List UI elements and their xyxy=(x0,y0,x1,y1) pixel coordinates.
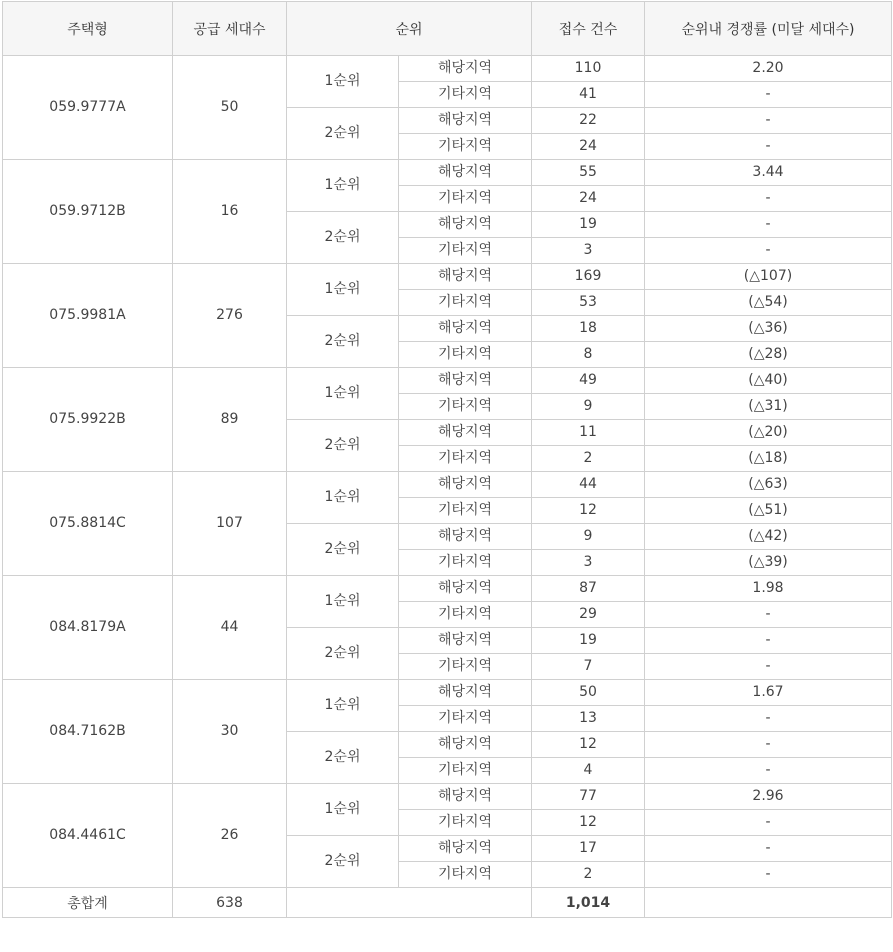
header-rank: 순위 xyxy=(287,2,532,56)
application-count-cell: 19 xyxy=(532,212,645,238)
competition-table-container xyxy=(0,1,893,918)
application-count-cell: 9 xyxy=(532,394,645,420)
area-cell: 해당지역 xyxy=(399,680,532,706)
competition-rate-cell: (△18) xyxy=(645,446,892,472)
table-row xyxy=(3,160,892,186)
area-cell: 해당지역 xyxy=(399,368,532,394)
application-count-cell: 55 xyxy=(532,160,645,186)
competition-rate-cell: - xyxy=(645,732,892,758)
supply-count-cell: 89 xyxy=(173,368,287,472)
area-cell: 기타지역 xyxy=(399,706,532,732)
application-count-cell: 77 xyxy=(532,784,645,810)
housing-type-cell: 084.4461C xyxy=(3,784,173,888)
housing-type-cell: 075.9922B xyxy=(3,368,173,472)
area-cell: 기타지역 xyxy=(399,862,532,888)
area-cell: 해당지역 xyxy=(399,160,532,186)
competition-rate-cell: 3.44 xyxy=(645,160,892,186)
competition-rate-cell: - xyxy=(645,212,892,238)
table-row xyxy=(3,56,892,82)
area-cell: 해당지역 xyxy=(399,108,532,134)
table-row xyxy=(3,368,892,394)
application-count-cell: 24 xyxy=(532,134,645,160)
area-cell: 기타지역 xyxy=(399,654,532,680)
table-header xyxy=(3,2,892,56)
area-cell: 해당지역 xyxy=(399,420,532,446)
rank-cell: 1순위 xyxy=(287,680,399,732)
application-count-cell: 29 xyxy=(532,602,645,628)
application-count-cell: 110 xyxy=(532,56,645,82)
area-cell: 기타지역 xyxy=(399,758,532,784)
header-row xyxy=(3,2,892,56)
table-row xyxy=(3,784,892,810)
rank-cell: 2순위 xyxy=(287,628,399,680)
competition-rate-cell: - xyxy=(645,628,892,654)
area-cell: 기타지역 xyxy=(399,342,532,368)
rank-cell: 1순위 xyxy=(287,576,399,628)
rank-cell: 2순위 xyxy=(287,108,399,160)
competition-rate-cell: (△42) xyxy=(645,524,892,550)
application-count-cell: 2 xyxy=(532,446,645,472)
competition-rate-cell: (△51) xyxy=(645,498,892,524)
header-supply: 공급 세대수 xyxy=(173,2,287,56)
total-label: 총합계 xyxy=(3,888,173,918)
application-count-cell: 2 xyxy=(532,862,645,888)
competition-rate-cell: 1.98 xyxy=(645,576,892,602)
competition-rate-cell: - xyxy=(645,654,892,680)
competition-rate-cell: (△107) xyxy=(645,264,892,290)
competition-rate-cell: (△28) xyxy=(645,342,892,368)
total-rate-empty xyxy=(645,888,892,918)
competition-table xyxy=(2,1,892,918)
application-count-cell: 4 xyxy=(532,758,645,784)
area-cell: 기타지역 xyxy=(399,290,532,316)
application-count-cell: 50 xyxy=(532,680,645,706)
area-cell: 기타지역 xyxy=(399,238,532,264)
application-count-cell: 44 xyxy=(532,472,645,498)
application-count-cell: 8 xyxy=(532,342,645,368)
table-body xyxy=(3,56,892,888)
application-count-cell: 12 xyxy=(532,810,645,836)
competition-rate-cell: (△36) xyxy=(645,316,892,342)
total-supply: 638 xyxy=(173,888,287,918)
supply-count-cell: 16 xyxy=(173,160,287,264)
competition-rate-cell: - xyxy=(645,238,892,264)
area-cell: 기타지역 xyxy=(399,134,532,160)
application-count-cell: 11 xyxy=(532,420,645,446)
header-type: 주택형 xyxy=(3,2,173,56)
competition-rate-cell: 2.20 xyxy=(645,56,892,82)
competition-rate-cell: (△40) xyxy=(645,368,892,394)
area-cell: 해당지역 xyxy=(399,784,532,810)
rank-cell: 1순위 xyxy=(287,784,399,836)
rank-cell: 1순위 xyxy=(287,56,399,108)
rank-cell: 2순위 xyxy=(287,524,399,576)
area-cell: 해당지역 xyxy=(399,56,532,82)
supply-count-cell: 30 xyxy=(173,680,287,784)
competition-rate-cell: - xyxy=(645,862,892,888)
competition-rate-cell: - xyxy=(645,82,892,108)
rank-cell: 1순위 xyxy=(287,160,399,212)
competition-rate-cell: - xyxy=(645,186,892,212)
supply-count-cell: 107 xyxy=(173,472,287,576)
rank-cell: 2순위 xyxy=(287,836,399,888)
total-rank-empty xyxy=(287,888,532,918)
area-cell: 해당지역 xyxy=(399,732,532,758)
application-count-cell: 3 xyxy=(532,550,645,576)
header-rate: 순위내 경쟁률 (미달 세대수) xyxy=(645,2,892,56)
application-count-cell: 49 xyxy=(532,368,645,394)
competition-rate-cell: (△39) xyxy=(645,550,892,576)
competition-rate-cell: (△63) xyxy=(645,472,892,498)
table-row xyxy=(3,264,892,290)
area-cell: 해당지역 xyxy=(399,836,532,862)
application-count-cell: 3 xyxy=(532,238,645,264)
rank-cell: 1순위 xyxy=(287,264,399,316)
housing-type-cell: 084.8179A xyxy=(3,576,173,680)
application-count-cell: 13 xyxy=(532,706,645,732)
application-count-cell: 17 xyxy=(532,836,645,862)
housing-type-cell: 075.9981A xyxy=(3,264,173,368)
rank-cell: 2순위 xyxy=(287,316,399,368)
rank-cell: 1순위 xyxy=(287,472,399,524)
header-count: 접수 건수 xyxy=(532,2,645,56)
competition-rate-cell: - xyxy=(645,706,892,732)
area-cell: 기타지역 xyxy=(399,498,532,524)
area-cell: 해당지역 xyxy=(399,524,532,550)
competition-rate-cell: - xyxy=(645,108,892,134)
rank-cell: 1순위 xyxy=(287,368,399,420)
application-count-cell: 41 xyxy=(532,82,645,108)
area-cell: 기타지역 xyxy=(399,810,532,836)
supply-count-cell: 50 xyxy=(173,56,287,160)
area-cell: 기타지역 xyxy=(399,394,532,420)
area-cell: 기타지역 xyxy=(399,186,532,212)
competition-rate-cell: 1.67 xyxy=(645,680,892,706)
table-row xyxy=(3,680,892,706)
application-count-cell: 24 xyxy=(532,186,645,212)
competition-rate-cell: (△54) xyxy=(645,290,892,316)
area-cell: 해당지역 xyxy=(399,316,532,342)
competition-rate-cell: - xyxy=(645,758,892,784)
competition-rate-cell: (△31) xyxy=(645,394,892,420)
application-count-cell: 9 xyxy=(532,524,645,550)
table-row xyxy=(3,472,892,498)
table-row xyxy=(3,576,892,602)
area-cell: 기타지역 xyxy=(399,602,532,628)
supply-count-cell: 44 xyxy=(173,576,287,680)
housing-type-cell: 059.9777A xyxy=(3,56,173,160)
competition-rate-cell: - xyxy=(645,836,892,862)
housing-type-cell: 084.7162B xyxy=(3,680,173,784)
area-cell: 기타지역 xyxy=(399,446,532,472)
total-count: 1,014 xyxy=(532,888,645,918)
area-cell: 기타지역 xyxy=(399,550,532,576)
area-cell: 해당지역 xyxy=(399,576,532,602)
application-count-cell: 19 xyxy=(532,628,645,654)
competition-rate-cell: 2.96 xyxy=(645,784,892,810)
rank-cell: 2순위 xyxy=(287,420,399,472)
competition-rate-cell: (△20) xyxy=(645,420,892,446)
rank-cell: 2순위 xyxy=(287,212,399,264)
application-count-cell: 7 xyxy=(532,654,645,680)
competition-rate-cell: - xyxy=(645,134,892,160)
competition-rate-cell: - xyxy=(645,810,892,836)
area-cell: 해당지역 xyxy=(399,264,532,290)
application-count-cell: 87 xyxy=(532,576,645,602)
area-cell: 해당지역 xyxy=(399,628,532,654)
total-row xyxy=(3,888,892,918)
housing-type-cell: 075.8814C xyxy=(3,472,173,576)
table-footer xyxy=(3,888,892,918)
supply-count-cell: 26 xyxy=(173,784,287,888)
application-count-cell: 53 xyxy=(532,290,645,316)
application-count-cell: 12 xyxy=(532,498,645,524)
area-cell: 기타지역 xyxy=(399,82,532,108)
area-cell: 해당지역 xyxy=(399,212,532,238)
application-count-cell: 18 xyxy=(532,316,645,342)
rank-cell: 2순위 xyxy=(287,732,399,784)
competition-rate-cell: - xyxy=(645,602,892,628)
application-count-cell: 12 xyxy=(532,732,645,758)
area-cell: 해당지역 xyxy=(399,472,532,498)
housing-type-cell: 059.9712B xyxy=(3,160,173,264)
application-count-cell: 169 xyxy=(532,264,645,290)
supply-count-cell: 276 xyxy=(173,264,287,368)
application-count-cell: 22 xyxy=(532,108,645,134)
